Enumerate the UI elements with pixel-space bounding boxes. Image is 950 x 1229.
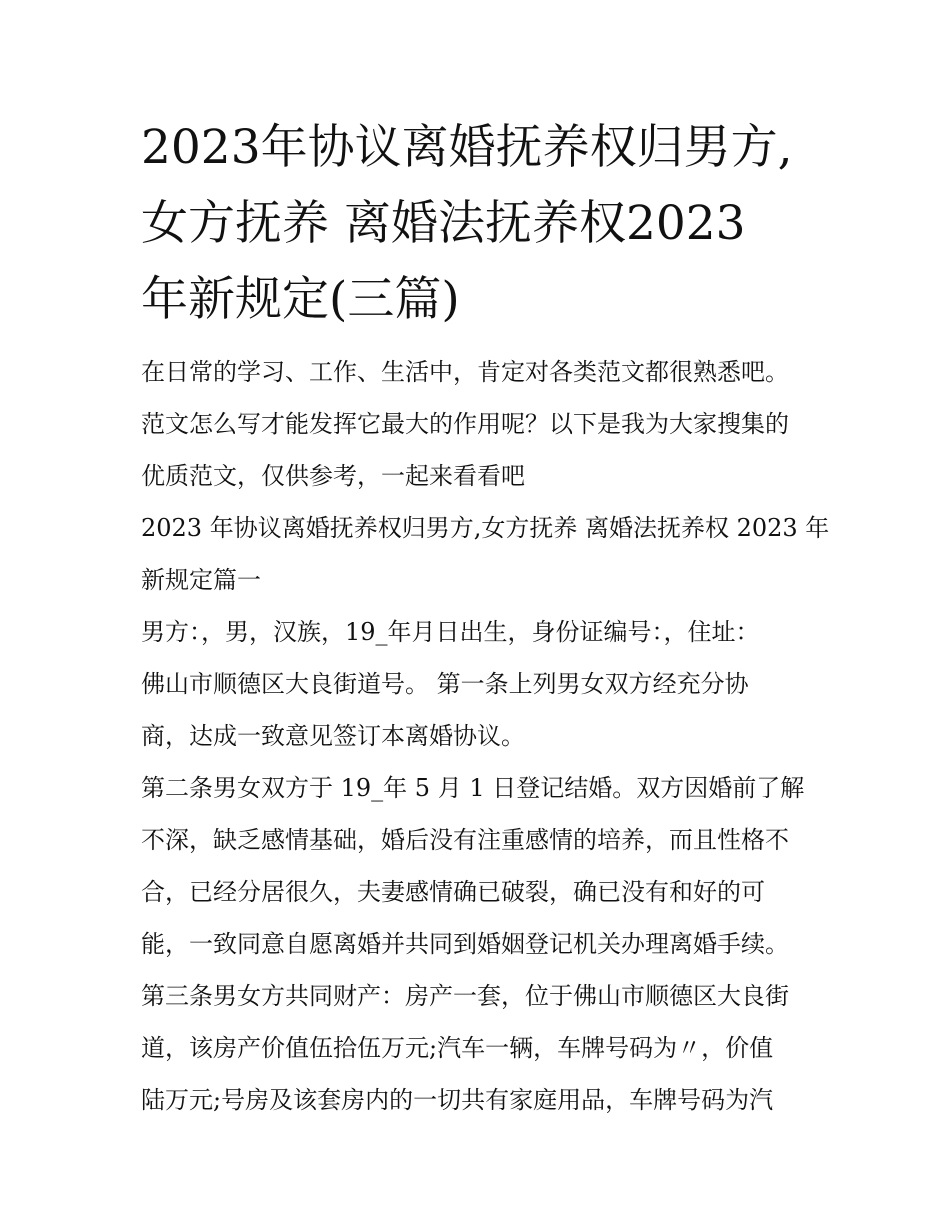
paragraph-line: 能，一致同意自愿离婚并共同到婚姻登记机关办理离婚手续。: [141, 930, 789, 958]
title-line-1: 2023年协议离婚抚养权归男方,: [141, 120, 793, 175]
paragraph-line: 不深，缺乏感情基础，婚后没有注重感情的培养，而且性格不: [141, 826, 789, 854]
document-page: [141, 110, 830, 1126]
paragraph-line: 第二条男女双方于 19_年 5 月 1 日登记结婚。双方因婚前了解: [141, 774, 805, 802]
paragraph-line: 合，已经分居很久，夫妻感情确已破裂，确已没有和好的可: [141, 878, 765, 906]
document-title: [141, 110, 821, 338]
paragraph-line: 佛山市顺德区大良街道号。 第一条上列男女双方经充分协: [141, 670, 749, 698]
paragraph-line: 优质范文，仅供参考，一起来看看吧: [141, 462, 525, 490]
paragraph-line: 2023 年协议离婚抚养权归男方,女方抚养 离婚法抚养权 2023 年: [141, 514, 830, 542]
article-two-paragraph: [141, 762, 821, 970]
paragraph-line: 男方：，男，汉族，19_年月日出生，身份证编号：，住址：: [141, 618, 760, 646]
paragraph-line: 第三条男女方共同财产：房产一套，位于佛山市顺德区大良街: [141, 982, 789, 1010]
article-three-paragraph: [141, 970, 821, 1126]
section-heading-paragraph: [141, 502, 830, 606]
paragraph-line: 道，该房产价值伍拾伍万元;汽车一辆，车牌号码为〃，价值: [141, 1034, 774, 1062]
title-line-2: 女方抚养 离婚法抚养权2023: [141, 196, 746, 251]
intro-paragraph: [141, 346, 821, 502]
paragraph-line: 范文怎么写才能发挥它最大的作用呢？以下是我为大家搜集的: [141, 410, 789, 438]
paragraph-line: 商，达成一致意见签订本离婚协议。: [141, 722, 525, 750]
parties-paragraph: [141, 606, 821, 762]
title-line-3: 年新规定(三篇): [141, 272, 460, 327]
paragraph-line: 在日常的学习、工作、生活中，肯定对各类范文都很熟悉吧。: [141, 358, 789, 386]
paragraph-line: 陆万元;号房及该套房内的一切共有家庭用品，车牌号码为汽: [141, 1086, 774, 1114]
paragraph-line: 新规定篇一: [141, 566, 261, 594]
